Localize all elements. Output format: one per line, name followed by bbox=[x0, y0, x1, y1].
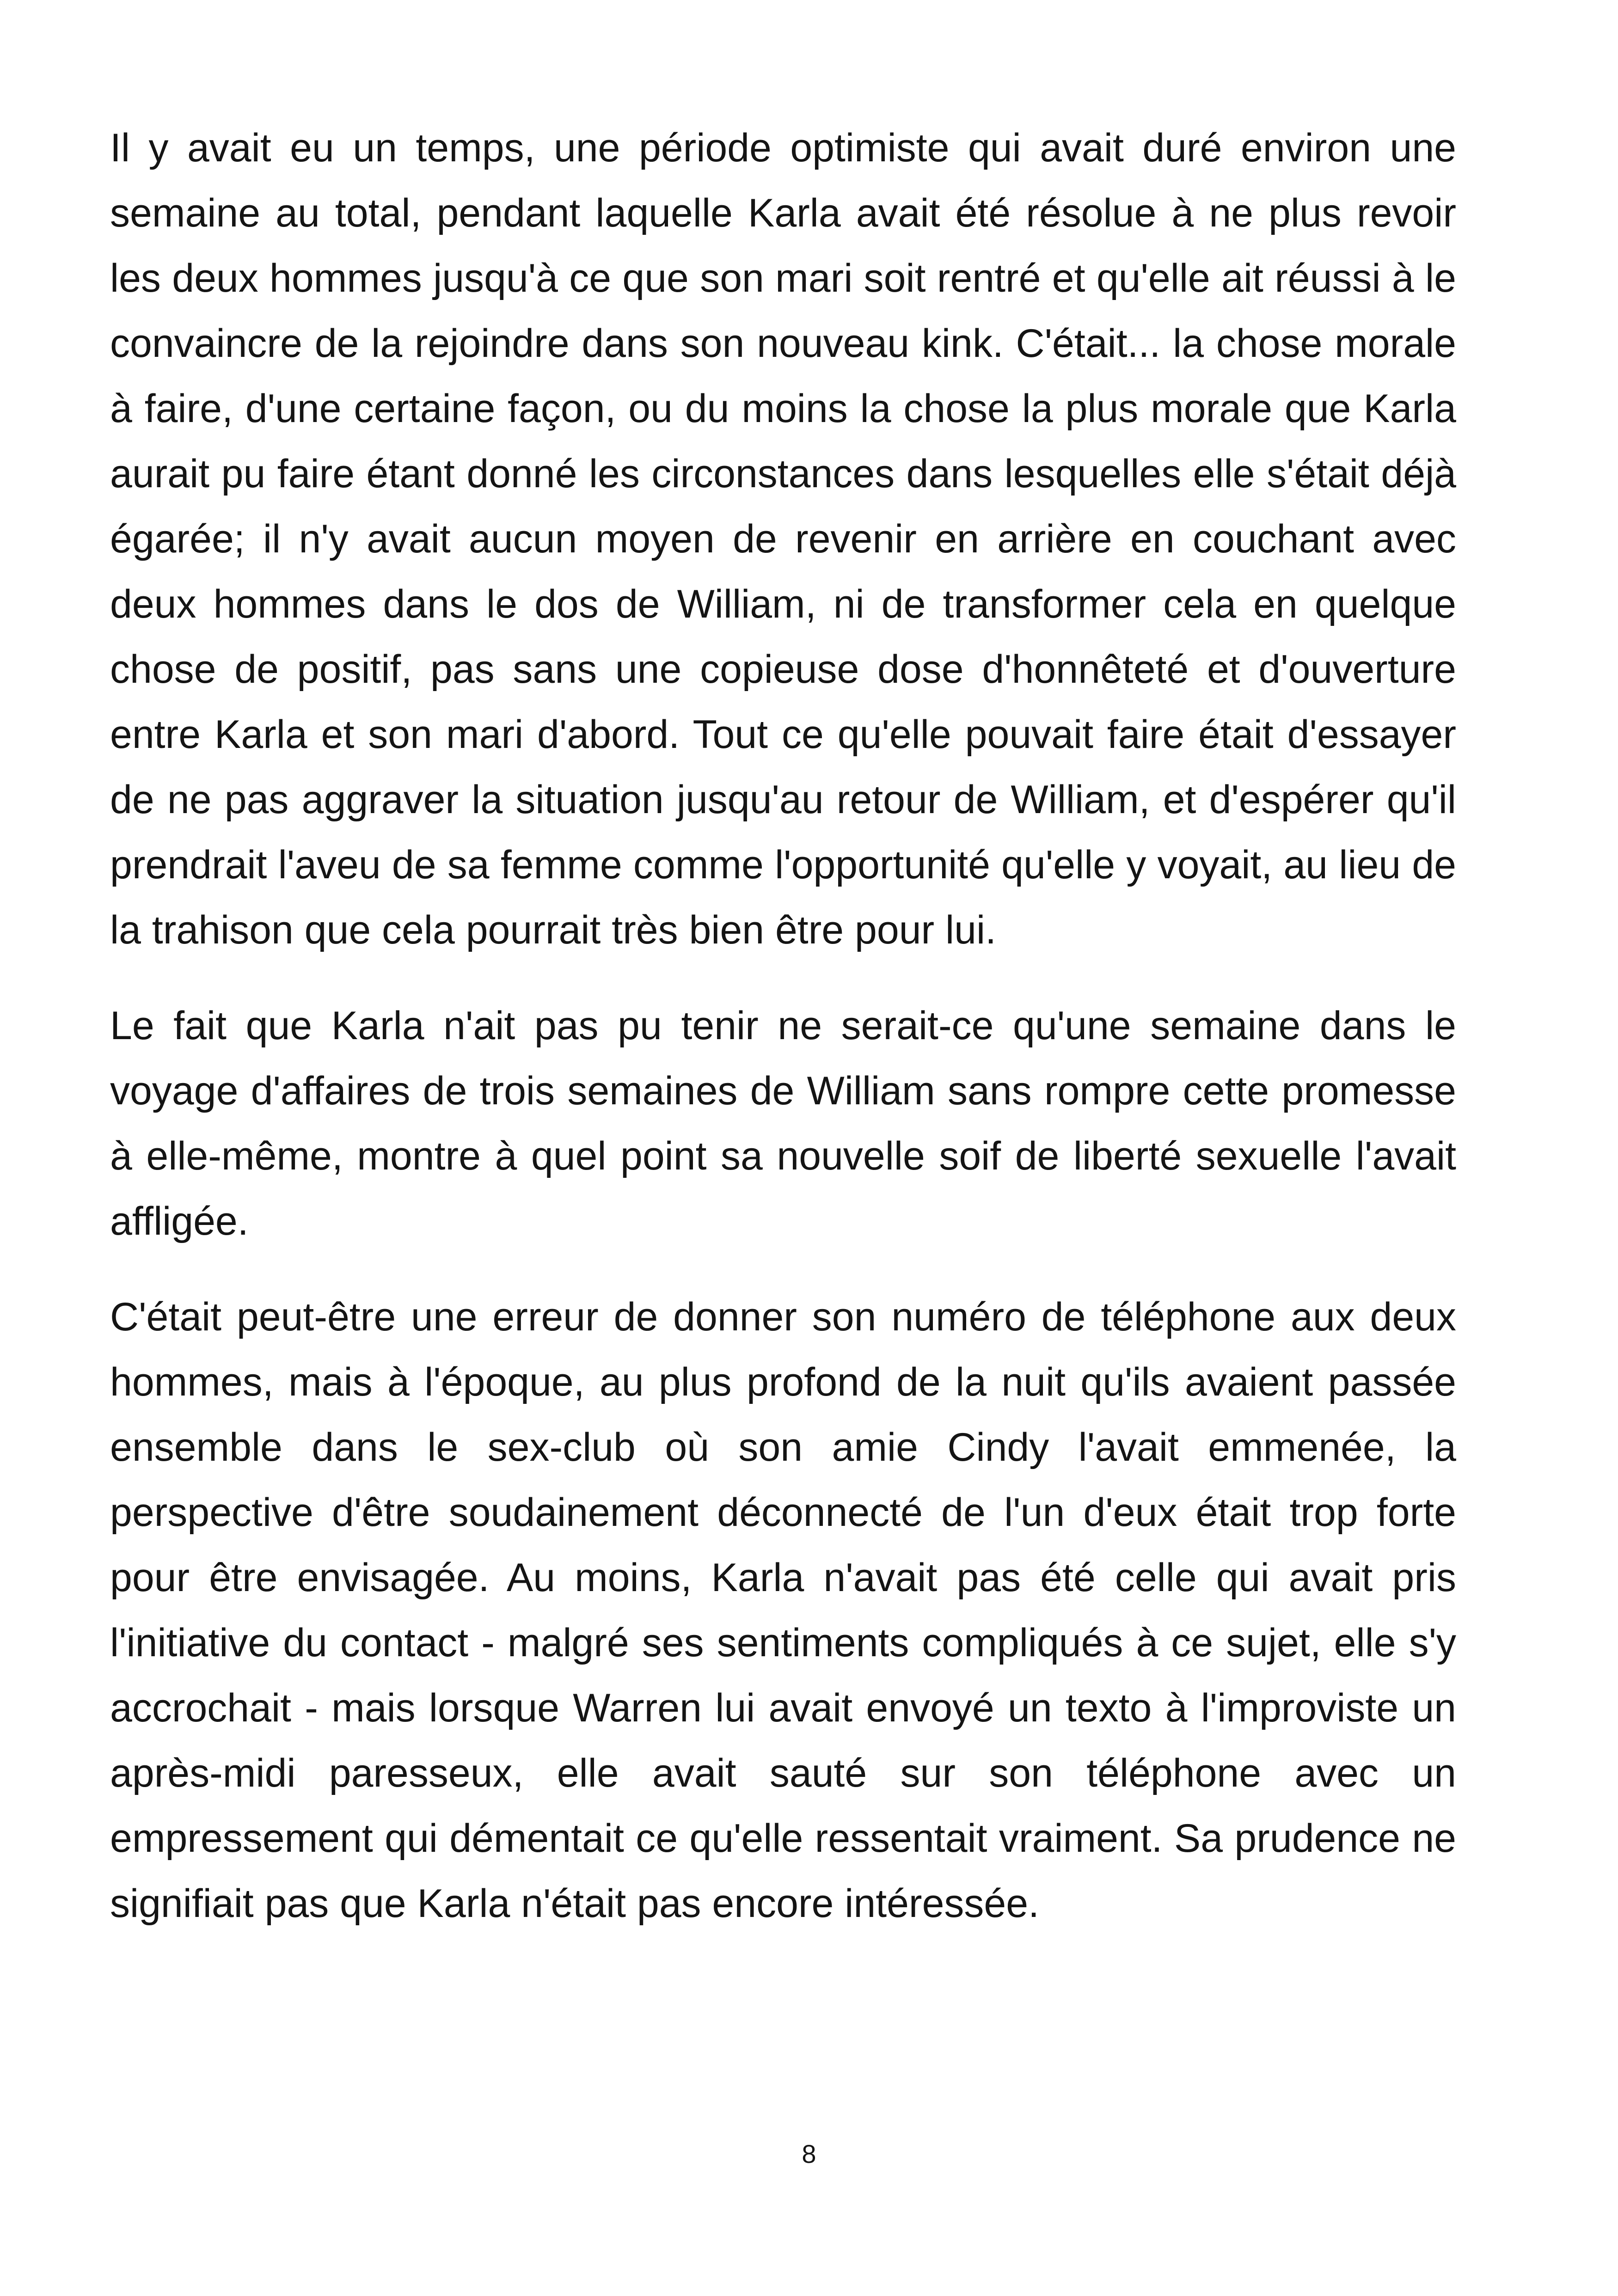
paragraph-1: Il y avait eu un temps, une période optimiste qui avait duré environ une semaine au total, pendant laquelle Karla avait été résolue à ne plus revoir les deux hommes jusqu'à ce que son mari soit rentré et qu'elle ait réussi à le convaincre de la rejoindre dans son nouveau kink. C'était... la chose morale à faire, d'une certaine façon, ou du moins la chose la plus morale que Karla aurait pu faire étant donné les circonstances dans lesquelles elle s'était déjà égarée; il n'y avait aucun moyen de revenir en arrière en couchant avec deux hommes dans le dos de William, ni de transformer cela en quelque chose de positif, pas sans une copieuse dose d'honnêteté et d'ouverture entre Karla et son mari d'abord. Tout ce qu'elle pouvait faire était d'essayer de ne pas aggraver la situation jusqu'au retour de William, et d'espérer qu'il prendrait l'aveu de sa femme comme l'opportunité qu'elle y voyait, au lieu de la trahison que cela pourrait très bien être pour lui. bbox=[110, 126, 1456, 952]
paragraph-2: Le fait que Karla n'ait pas pu tenir ne serait-ce qu'une semaine dans le voyage d'affaires de trois semaines de William sans rompre cette promesse à elle-même, montre à quel point sa nouvelle soif de liberté sexuelle l'avait affligée. bbox=[110, 1004, 1456, 1243]
page-number: 8 bbox=[802, 2139, 816, 2168]
body-text bbox=[110, 116, 1456, 1967]
paragraph-3: C'était peut-être une erreur de donner son numéro de téléphone aux deux hommes, mais à l'époque, au plus profond de la nuit qu'ils avaient passée ensemble dans le sex-club où son amie Cindy l'avait emmenée, la perspective d'être soudainement déconnecté de l'un d'eux était trop forte pour être envisagée. Au moins, Karla n'avait pas été celle qui avait pris l'initiative du contact - malgré ses sentiments compliqués à ce sujet, elle s'y accrochait - mais lorsque Warren lui avait envoyé un texto à l'improviste un après-midi paresseux, elle avait sauté sur son téléphone avec un empressement qui démentait ce qu'elle ressentait vraiment. Sa prudence ne signifiait pas que Karla n'était pas encore intéressée. bbox=[110, 1295, 1456, 1926]
